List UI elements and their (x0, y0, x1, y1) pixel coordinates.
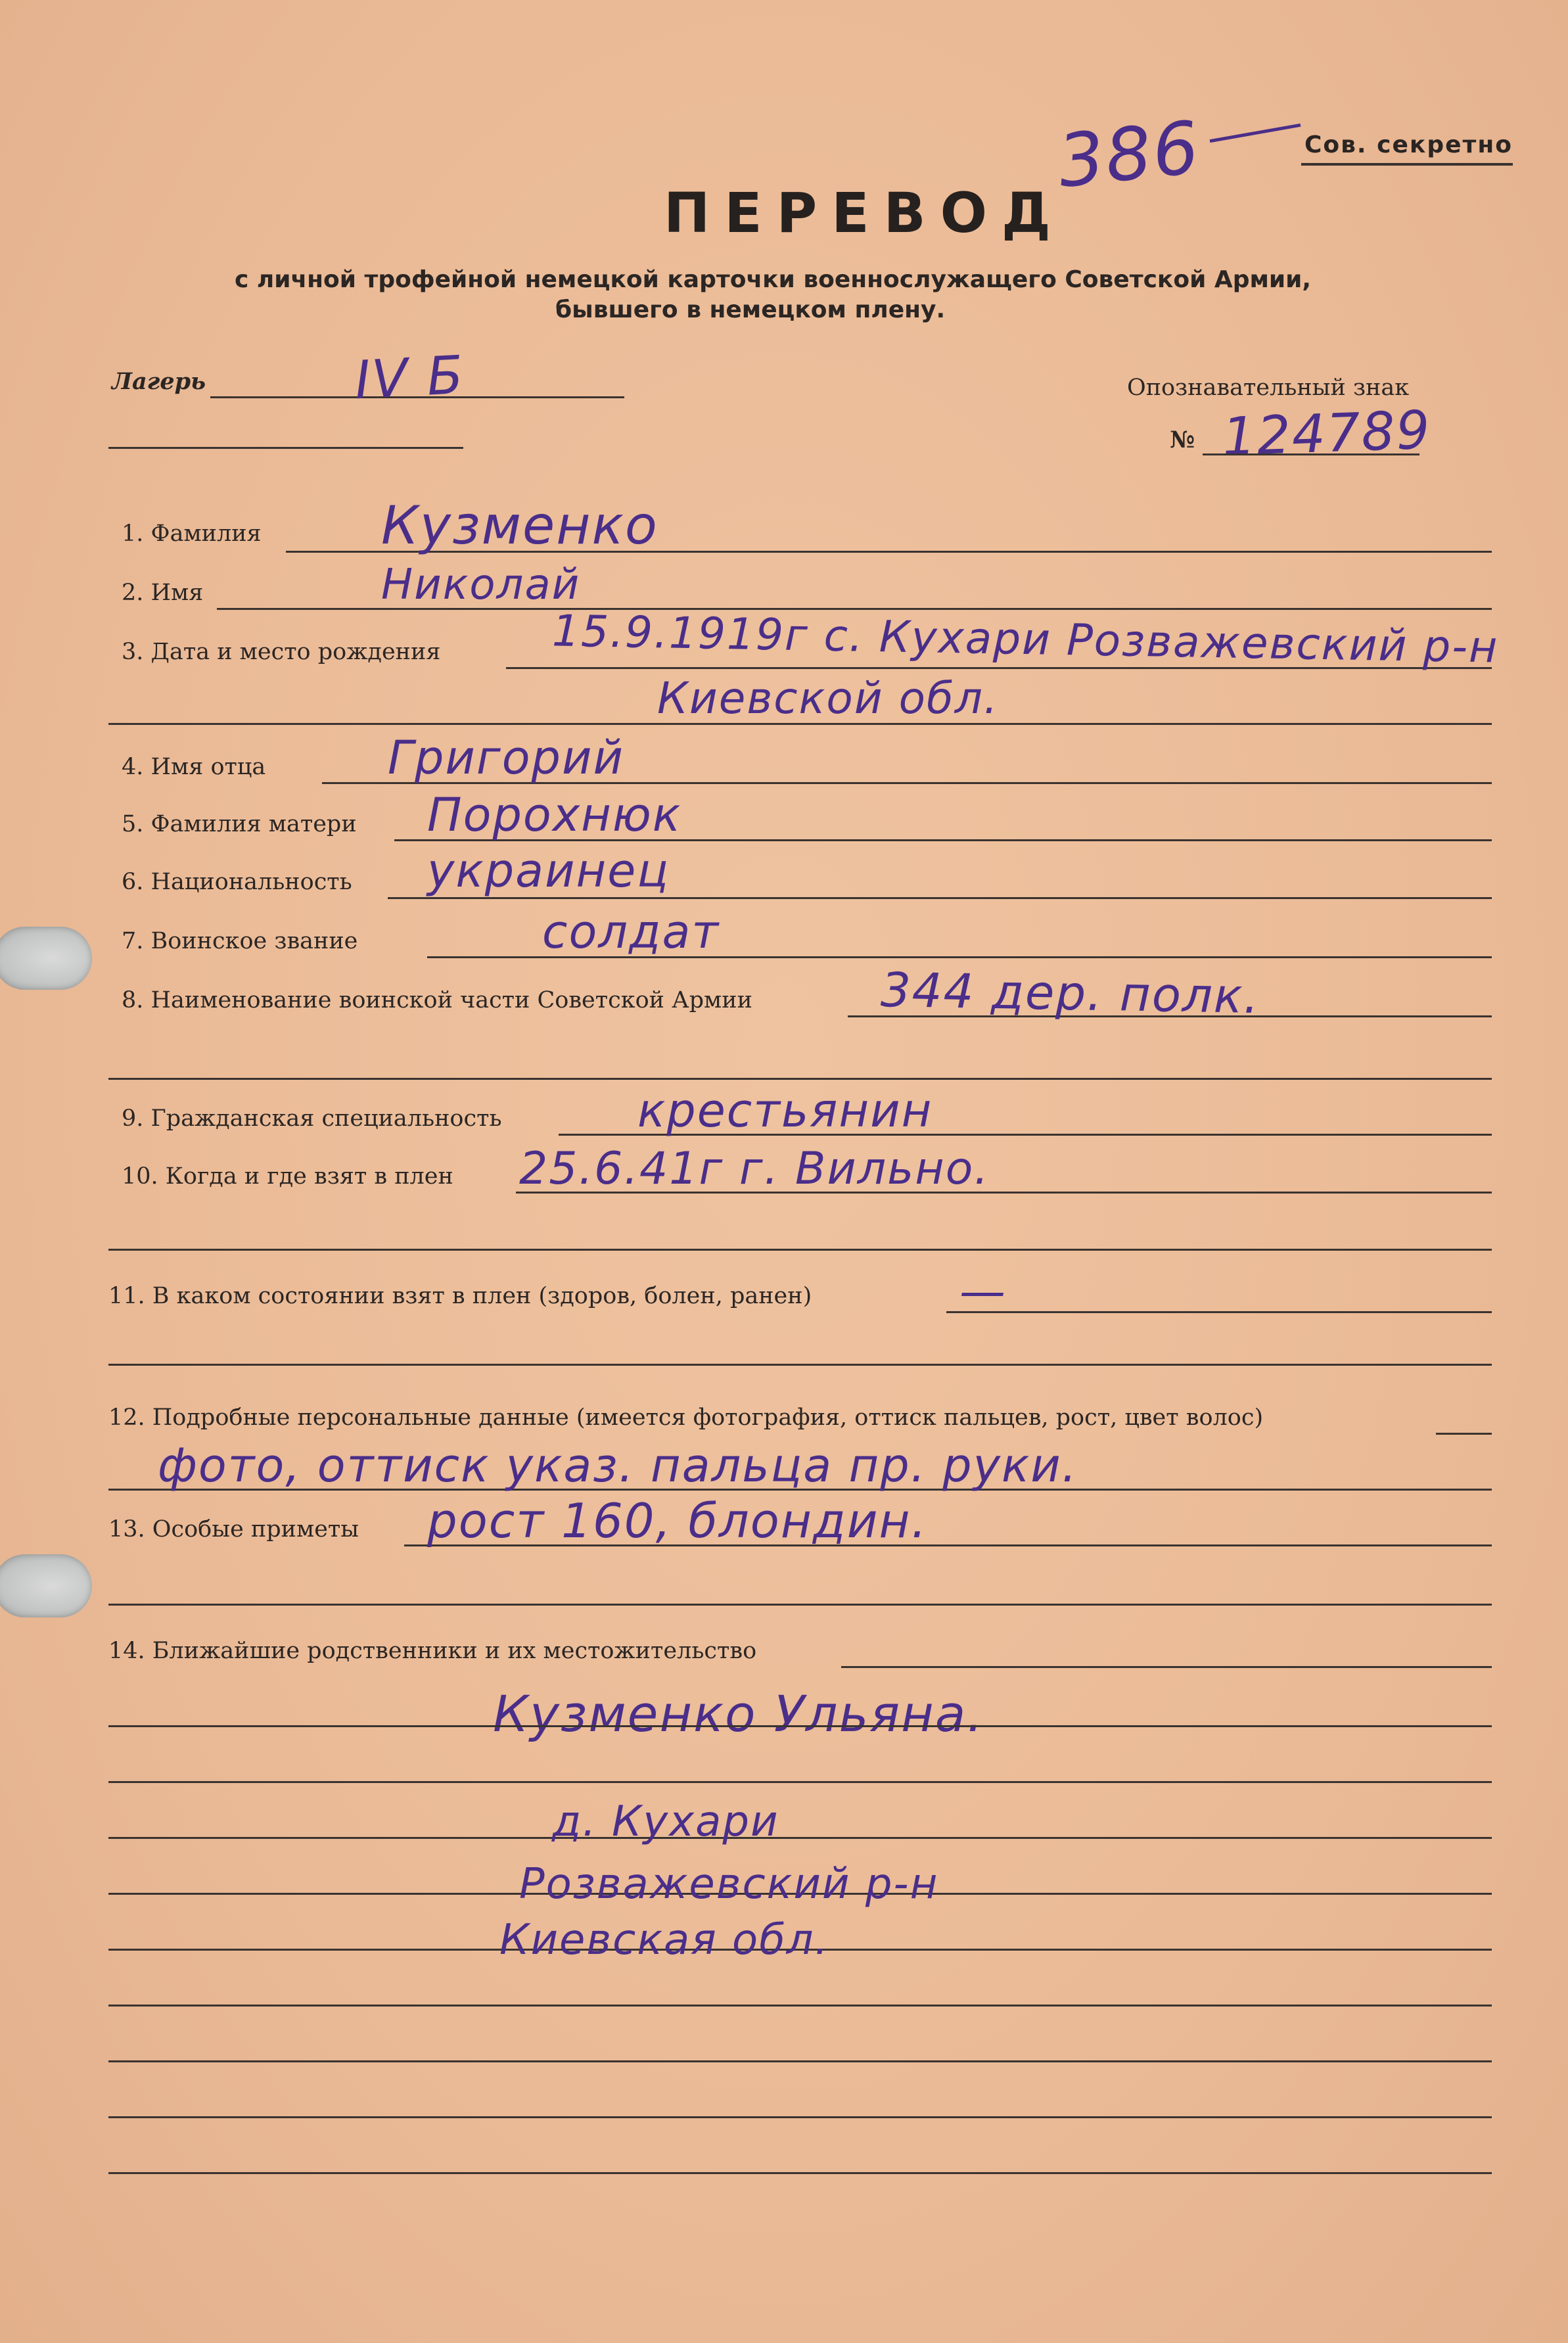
camp-value: IV Б (353, 344, 466, 411)
field-condition-label: 11. В каком состоянии взят в плен (здоров, болен, ранен) (108, 1283, 812, 1309)
field-mother-value: Порохнюк (427, 788, 682, 842)
page-subtitle-line1: с личной трофейной немецкой карточки военнослужащего Советской Армии, (235, 266, 1312, 293)
field-relatives-line-2 (108, 1725, 1492, 1727)
field-condition-line-2 (108, 1364, 1492, 1366)
field-relatives-line-8 (108, 2060, 1492, 2062)
id-mark-prefix: № (1170, 427, 1195, 453)
handwritten-file-number: 386 (1053, 105, 1205, 204)
field-relatives-value-1: Кузменко Ульяна. (493, 1684, 984, 1743)
field-condition-line (946, 1311, 1492, 1313)
field-personal-data-value: фото, оттиск указ. пальца пр. руки. (158, 1439, 1078, 1493)
field-relatives-line-10 (108, 2172, 1492, 2174)
field-condition-value: — (959, 1264, 1007, 1318)
binder-hole-upper (0, 927, 92, 990)
field-relatives-line-3 (108, 1781, 1492, 1783)
secret-underline (1301, 163, 1513, 166)
field-birth-value-2: Киевской обл. (657, 673, 999, 724)
field-personal-data-line (1436, 1433, 1492, 1435)
field-surname-label: 1. Фамилия (122, 521, 262, 547)
field-relatives-line-4 (108, 1837, 1492, 1839)
field-birth-value-1: 15.9.1919г с. Кухари Розважевский р-н (551, 605, 1499, 673)
field-relatives-value-2: д. Кухари (552, 1798, 779, 1846)
field-captured-label: 10. Когда и где взят в плен (122, 1163, 453, 1190)
field-name-label: 2. Имя (122, 580, 204, 606)
field-nationality-value: украинец (427, 844, 670, 898)
page-title: ПЕРЕВОД (664, 181, 1065, 245)
field-features-line-2 (108, 1604, 1492, 1606)
field-features-label: 13. Особые приметы (108, 1516, 359, 1543)
field-captured-line-2 (108, 1249, 1492, 1251)
field-birth-label: 3. Дата и место рождения (122, 639, 441, 665)
field-features-value: рост 160, блондин. (427, 1493, 928, 1548)
field-unit-line-2 (108, 1078, 1492, 1080)
field-relatives-label: 14. Ближайшие родственники и их местожительство (108, 1638, 757, 1664)
number-strike (1210, 124, 1301, 143)
id-mark-label: Опознавательный знак (1127, 375, 1410, 401)
field-mother-label: 5. Фамилия матери (122, 811, 357, 837)
field-relatives-line-9 (108, 2116, 1492, 2118)
field-profession-value: крестьянин (637, 1084, 933, 1138)
id-mark-line (1203, 453, 1419, 455)
camp-label: Лагерь (112, 368, 206, 395)
secret-stamp: Сов. секретно (1304, 131, 1513, 158)
camp-line-2 (108, 447, 463, 449)
field-surname-value: Кузменко (381, 495, 658, 556)
field-relatives-value-3: Розважевский р-н (519, 1860, 939, 1909)
id-mark-value: 124789 (1221, 399, 1432, 468)
field-relatives-line (841, 1666, 1492, 1668)
field-rank-value: солдат (542, 905, 720, 959)
field-personal-data-label: 12. Подробные персональные данные (имеется фотография, оттиск пальцев, рост, цвет волос) (108, 1404, 1264, 1431)
page-subtitle-line2: бывшего в немецком плену. (555, 296, 946, 323)
field-father-value: Григорий (388, 731, 624, 785)
field-unit-label: 8. Наименование воинской части Советской Армии (122, 987, 752, 1013)
field-profession-label: 9. Гражданская специальность (122, 1105, 502, 1132)
field-relatives-line-7 (108, 2005, 1492, 2007)
field-relatives-value-4: Киевская обл. (499, 1916, 829, 1964)
field-unit-value: 344 дер. полк. (880, 962, 1261, 1025)
field-captured-value: 25.6.41г г. Вильно. (519, 1143, 990, 1195)
field-father-label: 4. Имя отца (122, 754, 266, 780)
field-rank-label: 7. Воинское звание (122, 928, 358, 954)
binder-hole-lower (0, 1554, 92, 1617)
field-name-value: Николай (381, 561, 581, 609)
field-nationality-label: 6. Национальность (122, 869, 352, 895)
